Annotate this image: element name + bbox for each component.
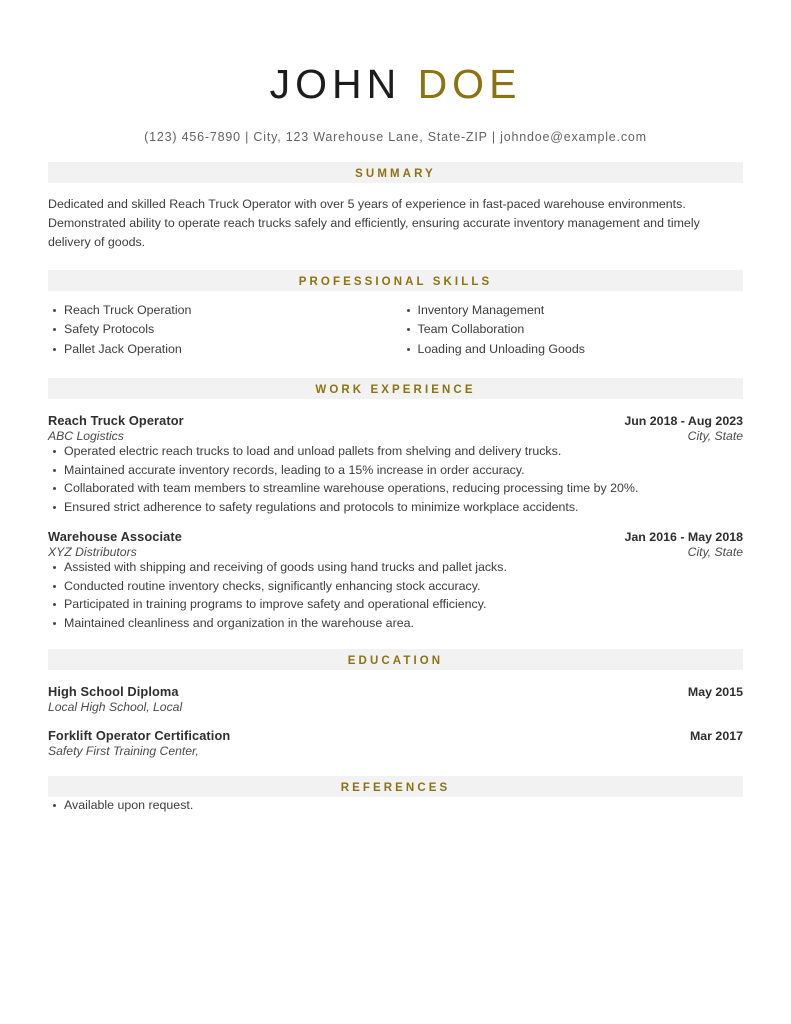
experience-entry bbox=[48, 413, 743, 515]
section-title-skills: PROFESSIONAL SKILLS bbox=[298, 275, 493, 288]
education-entry-title-row bbox=[48, 728, 743, 743]
resume-header bbox=[48, 0, 743, 144]
degree-date: Mar 2017 bbox=[689, 729, 743, 744]
education-entry bbox=[48, 728, 743, 758]
skills-column-right bbox=[396, 302, 744, 361]
list-item: Operated electric reach trucks to load and unload pallets from shelving and delivery trucks. bbox=[48, 443, 743, 460]
section-header-skills bbox=[48, 270, 743, 291]
experience-entry-title-row bbox=[48, 413, 743, 428]
contact-line: (123) 456-7890 | City, 123 Warehouse Lane, State-ZIP | johndoe@example.com bbox=[144, 130, 647, 145]
section-header-education bbox=[48, 649, 743, 670]
job-dates: Jun 2018 - Aug 2023 bbox=[624, 414, 743, 429]
section-header-summary bbox=[48, 162, 743, 183]
job-title: Reach Truck Operator bbox=[48, 413, 184, 429]
section-title-references: REFERENCES bbox=[340, 782, 451, 795]
job-location: City, State bbox=[687, 545, 743, 560]
company-name: ABC Logistics bbox=[48, 429, 124, 444]
list-item: Collaborated with team members to streamline warehouse operations, reducing processing time by 20%. bbox=[48, 480, 743, 497]
summary-text: Dedicated and skilled Reach Truck Operator with over 5 years of experience in fast-paced warehouse environments. Demonstrated ability to operate reach trucks safely and efficiently, ensuring accurate inventory management and timely delivery of goods. bbox=[48, 197, 700, 249]
education-entry-sub-row bbox=[48, 744, 743, 758]
experience-entry bbox=[48, 529, 743, 631]
list-item: Ensured strict adherence to safety regulations and protocols to minimize workplace accidents. bbox=[48, 499, 743, 516]
list-item: Maintained cleanliness and organization in the warehouse area. bbox=[48, 615, 743, 632]
job-dates: Jan 2016 - May 2018 bbox=[624, 530, 743, 545]
list-item: Participated in training programs to improve safety and operational efficiency. bbox=[48, 596, 743, 613]
references-list bbox=[48, 797, 743, 814]
institution-name: Local High School, Local bbox=[48, 700, 183, 715]
job-responsibilities-list bbox=[48, 559, 743, 631]
list-item: Inventory Management bbox=[402, 302, 744, 319]
section-header-experience bbox=[48, 378, 743, 399]
education-entry bbox=[48, 684, 743, 714]
experience-entry-title-row bbox=[48, 529, 743, 544]
degree-name: High School Diploma bbox=[48, 684, 179, 700]
skills-list-right bbox=[402, 302, 744, 358]
candidate-name bbox=[48, 63, 743, 106]
skills-list-left bbox=[48, 302, 396, 358]
list-item: Maintained accurate inventory records, leading to a 15% increase in order accuracy. bbox=[48, 462, 743, 479]
section-title-summary: SUMMARY bbox=[355, 168, 436, 181]
section-title-experience: WORK EXPERIENCE bbox=[315, 384, 476, 397]
experience-entry-sub-row bbox=[48, 429, 743, 443]
resume-content bbox=[48, 0, 743, 816]
list-item: Available upon request. bbox=[48, 797, 743, 814]
list-item: Loading and Unloading Goods bbox=[402, 341, 744, 358]
list-item: Team Collaboration bbox=[402, 321, 744, 338]
job-location: City, State bbox=[687, 429, 743, 444]
job-responsibilities-list bbox=[48, 443, 743, 515]
education-entry-sub-row bbox=[48, 700, 743, 714]
section-header-references bbox=[48, 776, 743, 797]
degree-name: Forklift Operator Certification bbox=[48, 728, 231, 744]
education-entry-title-row bbox=[48, 684, 743, 699]
list-item: Conducted routine inventory checks, significantly enhancing stock accuracy. bbox=[48, 578, 743, 595]
section-title-education: EDUCATION bbox=[347, 655, 444, 668]
candidate-first-name: JOHN bbox=[269, 61, 402, 107]
list-item: Assisted with shipping and receiving of goods using hand trucks and pallet jacks. bbox=[48, 559, 743, 576]
candidate-last-name: DOE bbox=[417, 61, 522, 107]
company-name: XYZ Distributors bbox=[48, 545, 137, 560]
institution-name: Safety First Training Center, bbox=[48, 744, 199, 759]
skills-columns bbox=[48, 302, 743, 361]
job-title: Warehouse Associate bbox=[48, 529, 182, 545]
experience-entry-sub-row bbox=[48, 545, 743, 559]
list-item: Safety Protocols bbox=[48, 321, 396, 338]
list-item: Reach Truck Operation bbox=[48, 302, 396, 319]
degree-date: May 2015 bbox=[687, 685, 743, 700]
list-item: Pallet Jack Operation bbox=[48, 341, 396, 358]
skills-column-left bbox=[48, 302, 396, 361]
